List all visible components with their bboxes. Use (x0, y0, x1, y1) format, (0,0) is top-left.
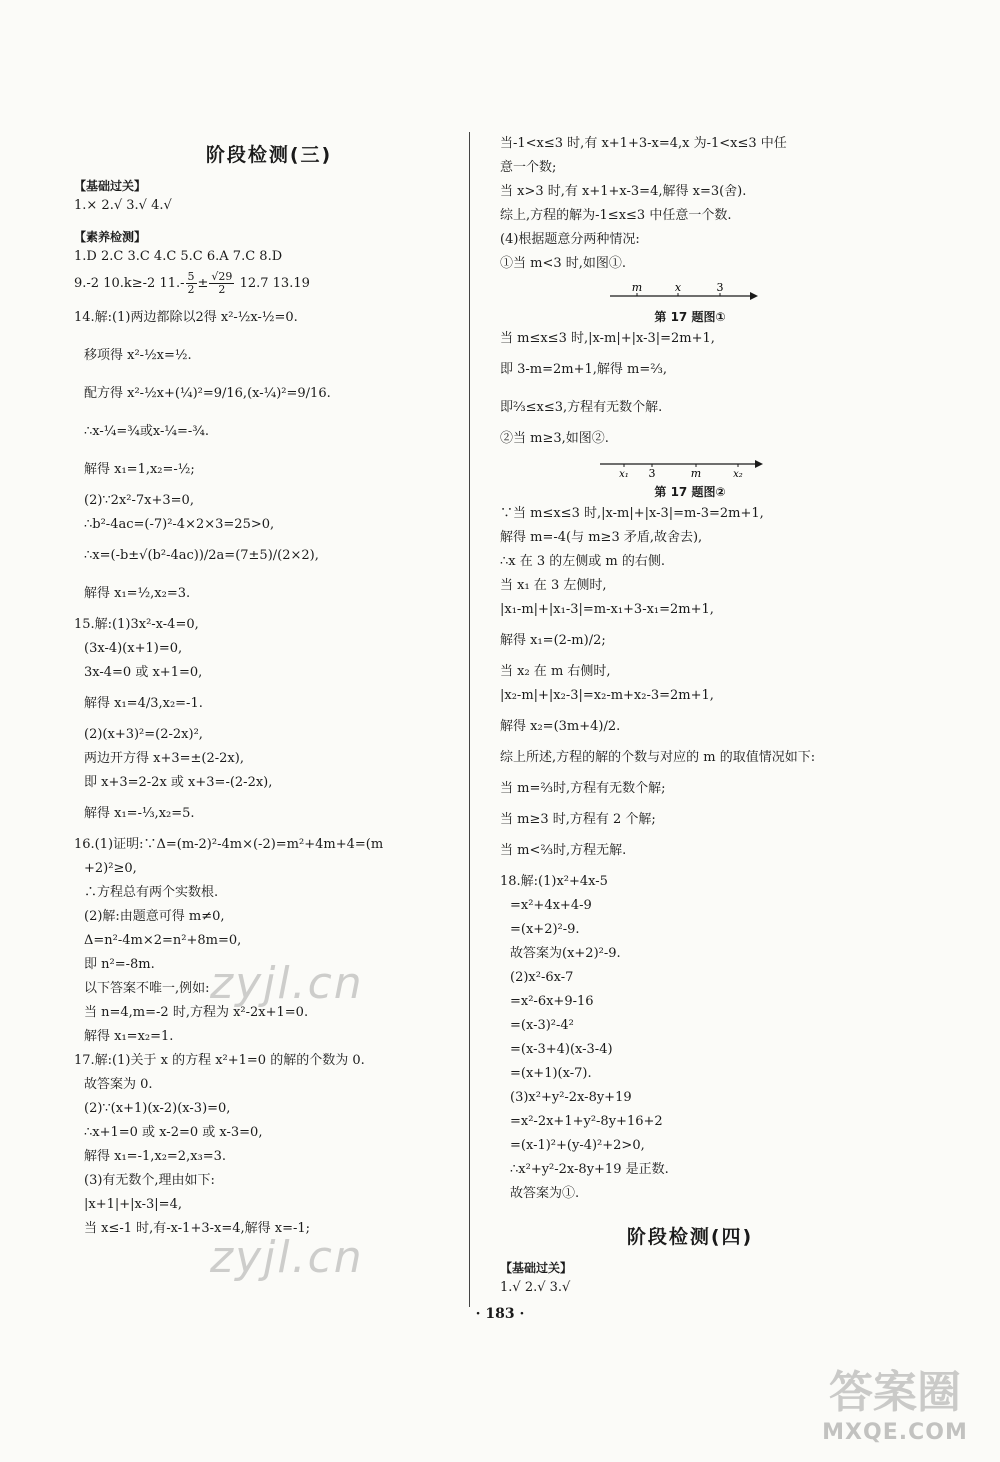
answer-line: 当 m≤x≤3 时,|x-m|+|x-3|=2m+1, (500, 331, 715, 346)
number-line-figure-1 (500, 280, 880, 325)
number-line-2 (500, 455, 880, 479)
answer-line: |x+1|+|x-3|=4, (84, 1197, 182, 1212)
label-m: m (631, 281, 643, 294)
answer-line: (2)∵(x+1)(x-2)(x-3)=0, (84, 1101, 231, 1116)
tag-quality: 【素养检测】 (74, 230, 147, 244)
watermark-text: zyjl.cn (210, 958, 364, 1009)
site-logo (800, 1356, 990, 1456)
answer-line: (2)(x+3)²=(2-2x)², (84, 727, 203, 742)
answer-line: 当 x₁ 在 3 左侧时, (500, 578, 607, 593)
tag-basic: 【基础过关】 (74, 179, 147, 193)
answer-line: (2)∵2x²-7x+3=0, (84, 493, 194, 508)
label-3: 3 (648, 467, 656, 479)
answer-line: 解得 x₁=4/3,x₂=-1. (84, 696, 203, 711)
answer-line: 当 m=⅔时,方程有无数个解; (500, 781, 666, 796)
answer-line: 移项得 x²-½x=½. (84, 348, 192, 363)
answer-line: 3x-4=0 或 x+1=0, (84, 665, 203, 680)
section-title-4: 阶段检测(四) (626, 1226, 754, 1248)
answer-line: 即 n²=-8m. (84, 957, 155, 972)
tag-basic-4: 【基础过关】 (500, 1261, 573, 1275)
section-title-3: 阶段检测(三) (205, 144, 333, 166)
answer-line: (2)解:由题意可得 m≠0, (84, 909, 225, 924)
right-column (500, 132, 880, 1300)
answer-line: ∴x 在 3 的左侧或 m 的右侧. (500, 554, 665, 569)
answer-line: 故答案为 0. (84, 1077, 153, 1092)
answer-line: ②当 m≥3,如图②. (500, 431, 609, 446)
fraction: $\frac{√29}{2}$ (211, 270, 233, 296)
answer-line: (2)x²-6x-7 (510, 970, 574, 985)
answer-line: =x²+4x+4-9 (510, 898, 592, 913)
answer-line: 解得 x₁=1,x₂=-½; (84, 462, 195, 477)
answer-line: 即 x+3=2-2x 或 x+3=-(2-2x), (84, 775, 273, 790)
logo-main-text: 答案圈 (829, 1367, 961, 1418)
answer-line: =x²-6x+9-16 (510, 994, 594, 1009)
answer-line: (3x-4)(x+1)=0, (84, 641, 183, 656)
answer-line: 两边开方得 x+3=±(2-2x), (84, 751, 244, 766)
fill-answers: 9.-2 10.k≥-2 11.- $\frac{5}{2}$ ± $\frac{√29}{2}$ 12.7 13.19 (74, 270, 310, 296)
answer-line: 解得 x₂=(3m+4)/2. (500, 719, 621, 734)
answer-line: 当-1<x≤3 时,有 x+1+3-x=4,x 为-1<x≤3 中任 (500, 136, 787, 151)
answer-line: 当 x₂ 在 m 右侧时, (500, 664, 611, 679)
answer-line: =x²-2x+1+y²-8y+16+2 (510, 1114, 663, 1129)
answer-line: +2)²≥0, (84, 861, 137, 876)
answer-line: =(x+2)²-9. (510, 922, 580, 937)
answer-line: 17.解:(1)关于 x 的方程 x²+1=0 的解的个数为 0. (74, 1053, 365, 1068)
answer-line: 当 m<⅔时,方程无解. (500, 843, 627, 858)
label-m: m (690, 467, 702, 479)
answer-line: ∴x-¼=¾或x-¼=-¾. (84, 424, 209, 439)
answer-line: =(x-1)²+(y-4)²+2>0, (510, 1138, 645, 1153)
answer-line: 故答案为①. (510, 1186, 580, 1201)
answer-line: =(x+1)(x-7). (510, 1066, 592, 1081)
answer-line: 综上所述,方程的解的个数与对应的 m 的取值情况如下: (500, 750, 816, 765)
answer-line: (3)x²+y²-2x-8y+19 (510, 1090, 632, 1105)
answer-line: 解得 m=-4(与 m≥3 矛盾,故舍去), (500, 530, 703, 545)
answer-line: ∴x²+y²-2x-8y+19 是正数. (510, 1162, 669, 1177)
answer-line: Δ=n²-4m×2=n²+8m=0, (84, 933, 242, 948)
answer-line: 故答案为(x+2)²-9. (510, 946, 621, 961)
basic-answers-4: 1.√ 2.√ 3.√ (500, 1280, 571, 1295)
answer-line: 当 x>3 时,有 x+1+x-3=4,解得 x=3(舍). (500, 184, 747, 199)
answer-line: 解得 x₁=(2-m)/2; (500, 633, 606, 648)
page-number: · 183 · (475, 1306, 525, 1322)
number-line-figure-2 (500, 455, 880, 500)
answer-line: ∴x+1=0 或 x-2=0 或 x-3=0, (84, 1125, 263, 1140)
fraction: $\frac{5}{2}$ (187, 270, 195, 296)
answer-line: 解得 x₁=x₂=1. (84, 1029, 174, 1044)
number-line-1 (500, 280, 880, 304)
answer-line: (4)根据题意分两种情况: (500, 232, 640, 247)
figure-caption-2: 第 17 题图② (654, 485, 726, 499)
answer-line: (3)有无数个,理由如下: (84, 1173, 215, 1188)
answer-line: 18.解:(1)x²+4x-5 (500, 874, 608, 889)
answer-line: 当 m≥3 时,方程有 2 个解; (500, 812, 656, 827)
answer-line: ∴b²-4ac=(-7)²-4×2×3=25>0, (84, 517, 275, 532)
answer-line: 当 x≤-1 时,有-x-1+3-x=4,解得 x=-1; (84, 1221, 311, 1236)
figure-caption-1: 第 17 题图① (654, 310, 726, 324)
answer-line: 当 n=4,m=-2 时,方程为 x²-2x+1=0. (84, 1005, 309, 1020)
answer-line: 即⅔≤x≤3,方程有无数个解. (500, 400, 663, 415)
answer-line: 综上,方程的解为-1≤x≤3 中任意一个数. (500, 208, 732, 223)
watermark-text: zyjl.cn (210, 1232, 364, 1283)
label-x1: x₁ (619, 469, 629, 479)
answer-line: 解得 x₁=-1,x₂=2,x₃=3. (84, 1149, 227, 1164)
answer-line: 配方得 x²-½x+(¼)²=9/16,(x-¼)²=9/16. (84, 386, 331, 401)
answer-line: |x₁-m|+|x₁-3|=m-x₁+3-x₁=2m+1, (500, 602, 714, 617)
answer-line: 以下答案不唯一,例如: (84, 981, 210, 996)
answer-line: 14.解:(1)两边都除以2得 x²-½x-½=0. (74, 310, 298, 325)
answer-line: 15.解:(1)3x²-x-4=0, (74, 617, 199, 632)
answer-line: 解得 x₁=½,x₂=3. (84, 586, 191, 601)
answer-line: ∵当 m≤x≤3 时,|x-m|+|x-3|=m-3=2m+1, (500, 506, 764, 521)
label-3: 3 (716, 281, 724, 294)
answer-line: 意一个数; (500, 160, 557, 175)
answer-line: =(x-3+4)(x-3-4) (510, 1042, 613, 1057)
basic-answers: 1.× 2.√ 3.√ 4.√ (74, 198, 172, 213)
logo-sub-text: MXQE.COM (822, 1420, 968, 1445)
answer-line: 解得 x₁=-⅓,x₂=5. (84, 806, 195, 821)
answer-line: =(x-3)²-4² (510, 1018, 574, 1033)
choice-answers: 1.D 2.C 3.C 4.C 5.C 6.A 7.C 8.D (74, 249, 283, 264)
answer-line: 即 3-m=2m+1,解得 m=⅔, (500, 362, 667, 377)
answer-line: ∴方程总有两个实数根. (84, 885, 219, 900)
answer-line: |x₂-m|+|x₂-3|=x₂-m+x₂-3=2m+1, (500, 688, 714, 703)
column-divider (469, 132, 470, 1307)
left-column (74, 140, 464, 1241)
answer-line: 16.(1)证明:∵Δ=(m-2)²-4m×(-2)=m²+4m+4=(m (74, 837, 384, 852)
label-x: x (674, 281, 682, 294)
label-x2: x₂ (733, 469, 743, 479)
answer-line: ①当 m<3 时,如图①. (500, 256, 627, 271)
answer-line: ∴x=(-b±√(b²-4ac))/2a=(7±5)/(2×2), (84, 548, 319, 563)
